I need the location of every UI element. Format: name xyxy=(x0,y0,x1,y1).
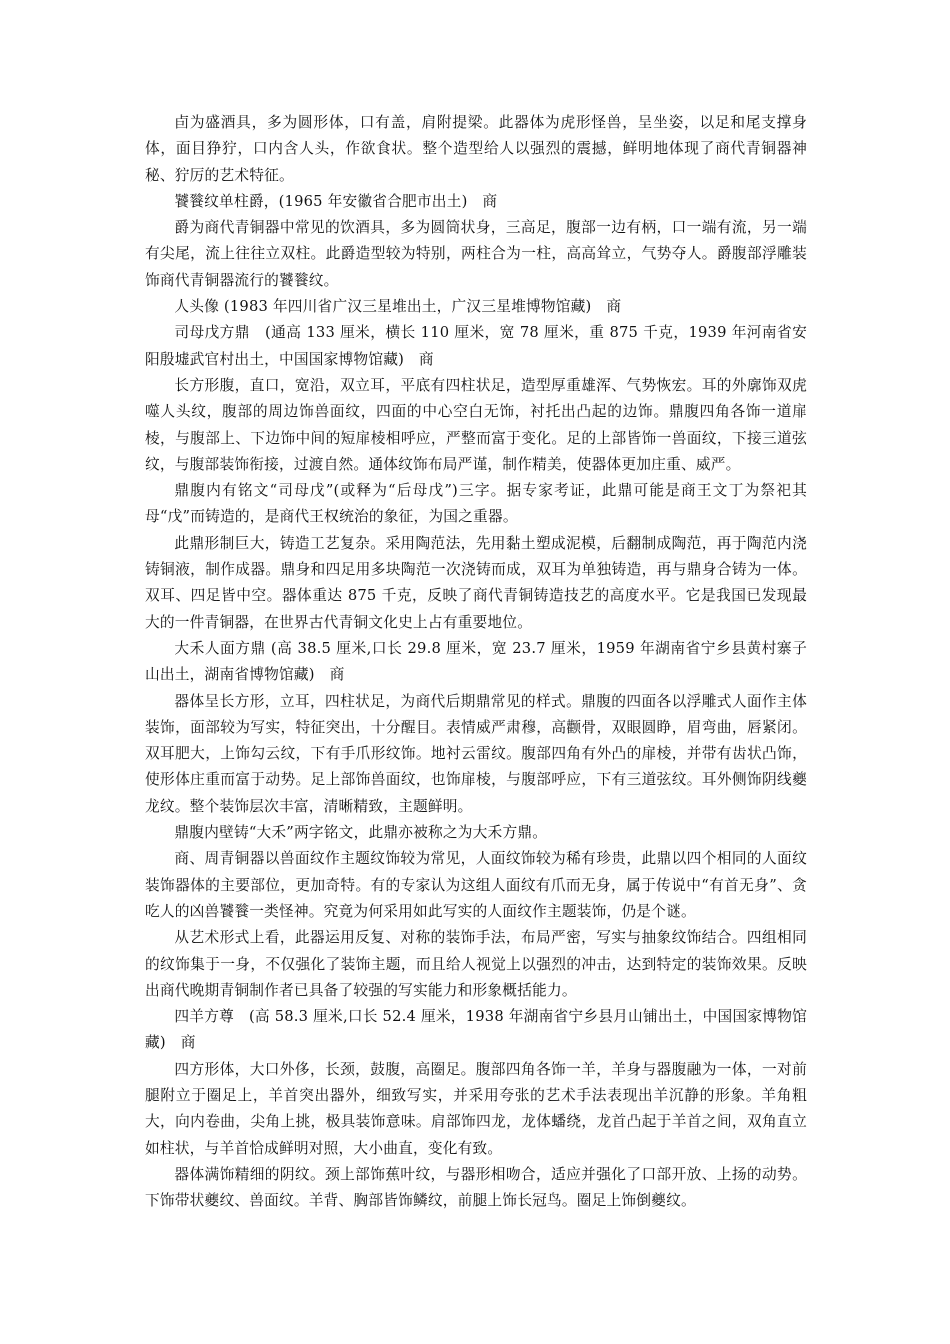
heading-bronze-head: 人头像 (1983 年四川省广汉三星堆出土，广汉三星堆博物馆藏) 商 xyxy=(174,298,622,316)
paragraph-jue-description: 爵为商代青铜器中常见的饮酒具，多为圆筒状身，三高足，腹部一边有柄，口一端有流，另一端有尖尾，流上往往立双柱。此爵造型较为特别，两柱合为一柱，高高耸立，气势夺人。爵腹部浮雕装饰商代青铜器流行的饕餮纹。 xyxy=(145,219,807,289)
paragraph-dahe-artistic-form: 从艺术形式上看，此器运用反复、对称的装饰手法，布局严密，写实与抽象纹饰结合。四组相同的纹饰集于一身，不仅强化了装饰主题，而且给人视觉上以强烈的冲击，达到特定的装饰效果。反映出商代晚期青铜制作者已具备了较强的写实能力和形象概括能力。 xyxy=(145,929,807,999)
heading-simuwu-ding: 司母戊方鼎 (通高 133 厘米，横长 110 厘米，宽 78 厘米，重 875 千克，1939 年河南省安阳殷墟武官村出土，中国国家博物馆藏) 商 xyxy=(145,324,807,368)
paragraph-four-ram-decoration: 器体满饰精细的阴纹。颈上部饰蕉叶纹，与器形相吻合，适应并强化了口部开放、上扬的动势。下饰带状夔纹、兽面纹。羊背、胸部皆饰鳞纹，前腿上饰长冠鸟。圈足上饰倒夔纹。 xyxy=(145,1165,807,1210)
document-body xyxy=(145,110,807,1214)
paragraph-dahe-face-motif: 商、周青铜器以兽面纹作主题纹饰较为常见，人面纹饰较为稀有珍贵，此鼎以四个相同的人面纹装饰器体的主要部位，更加奇特。有的专家认为这组人面纹有爪而无身，属于传说中“有首无身”、贪吃人的凶兽饕餮一类怪神。究竟为何采用如此写实的人面纹作主题装饰，仍是个谜。 xyxy=(145,850,807,920)
paragraph-simuwu-casting: 此鼎形制巨大，铸造工艺复杂。采用陶范法，先用黏土塑成泥模，后翻制成陶范，再于陶范内浇铸铜液，制作成器。鼎身和四足用多块陶范一次浇铸而成，双耳为单独铸造，再与鼎身合铸为一体。双耳、四足皆中空。器体重达 875 千克，反映了商代青铜铸造技艺的高度水平。它是我国已发现最大的一件青铜器，在世界古代青铜文化史上占有重要地位。 xyxy=(145,534,807,631)
paragraph-dahe-inscription: 鼎腹内壁铸“大禾”两字铭文，此鼎亦被称之为大禾方鼎。 xyxy=(174,824,548,842)
paragraph-simuwu-inscription: 鼎腹内有铭文“司母戊”(或释为“后母戊”)三字。据专家考证，此鼎可能是商王文丁为祭祀其母“戊”而铸造的，是商代王权统治的象征，为国之重器。 xyxy=(145,482,807,526)
paragraph-four-ram-form: 四方形体，大口外侈，长颈，鼓腹，高圈足。腹部四角各饰一羊，羊身与器腹融为一体，一对前腿附立于圈足上，羊首突出器外，细致写实，并采用夸张的艺术手法表现出羊沉静的形象。羊角粗大，向内卷曲，尖角上挑，极具装饰意味。肩部饰四龙，龙体蟠绕，龙首凸起于羊首之间，双角直立如柱状，与羊首恰成鲜明对照，大小曲直，变化有致。 xyxy=(145,1060,807,1157)
paragraph-simuwu-form: 长方形腹，直口，宽沿，双立耳，平底有四柱状足，造型厚重雄浑、气势恢宏。耳的外廓饰双虎噬人头纹，腹部的周边饰兽面纹，四面的中心空白无饰，衬托出凸起的边饰。鼎腹四角各饰一道扉棱，与腹部上、下边饰中间的短扉棱相呼应，严整而富于变化。足的上部皆饰一兽面纹，下接三道弦纹，与腹部装饰衔接，过渡自然。通体纹饰布局严谨，制作精美，使器体更加庄重、威严。 xyxy=(145,376,807,473)
paragraph-you-description: 卣为盛酒具，多为圆形体，口有盖，肩附提梁。此器体为虎形怪兽，呈坐姿，以足和尾支撑身体，面目狰狞，口内含人头，作欲食状。整个造型给人以强烈的震撼，鲜明地体现了商代青铜器神秘、狞厉的艺术特征。 xyxy=(145,114,807,184)
heading-dahe-human-face-ding: 大禾人面方鼎 (高 38.5 厘米,口长 29.8 厘米，宽 23.7 厘米，1959 年湖南省宁乡县黄村寨子山出土，湖南省博物馆藏) 商 xyxy=(145,639,807,684)
heading-taotie-single-pillar-jue: 饕餮纹单柱爵，(1965 年安徽省合肥市出土) 商 xyxy=(174,192,498,210)
heading-four-ram-zun: 四羊方尊 (高 58.3 厘米,口长 52.4 厘米，1938 年湖南省宁乡县月山铺出土，中国国家博物馆藏) 商 xyxy=(145,1008,807,1052)
paragraph-dahe-form: 器体呈长方形，立耳，四柱状足，为商代后期鼎常见的样式。鼎腹的四面各以浮雕式人面作主体装饰，面部较为写实，特征突出，十分醒目。表情威严肃穆，高颧骨，双眼圆睁，眉弯曲，唇紧闭。双耳肥大，上饰勾云纹，下有手爪形纹饰。地衬云雷纹。腹部四角有外凸的扉棱，并带有齿状凸饰，使形体庄重而富于动势。足上部饰兽面纹，也饰扉棱，与腹部呼应，下有三道弦纹。耳外侧饰阴线夔龙纹。整个装饰层次丰富，清晰精致，主题鲜明。 xyxy=(145,692,807,815)
